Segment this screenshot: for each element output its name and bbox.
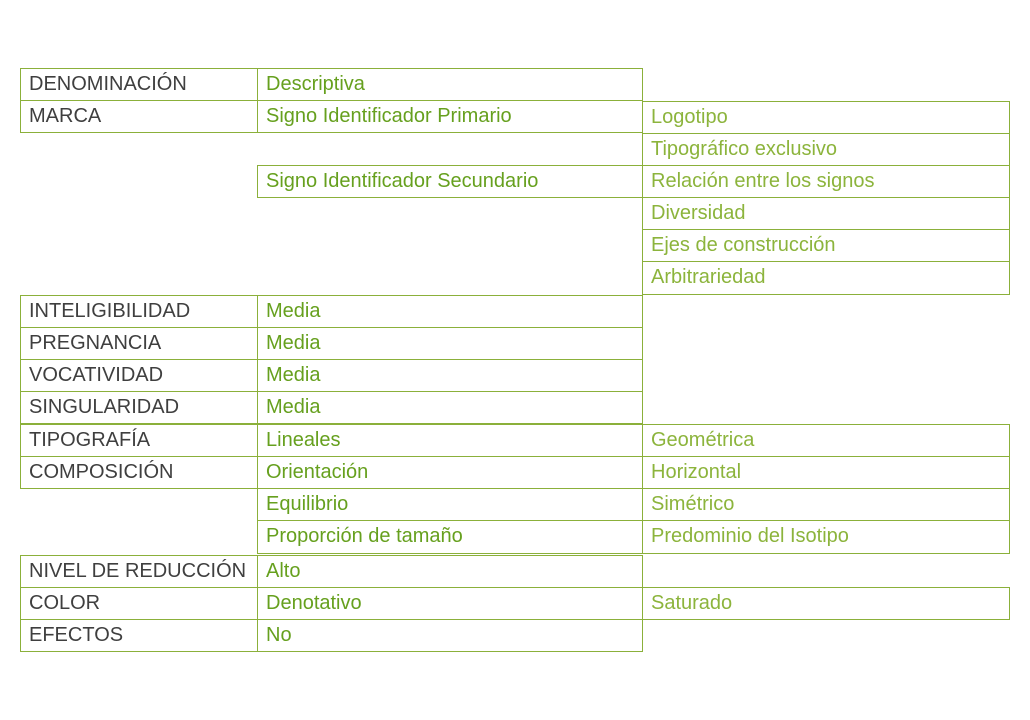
pregnancia-value: Media — [257, 327, 643, 360]
nivel-reduccion-value: Alto — [257, 555, 643, 588]
color-value: Denotativo — [257, 587, 643, 620]
marca-attr-diversidad: Diversidad — [642, 197, 1010, 230]
efectos-label: EFECTOS — [20, 619, 258, 652]
marca-attr-ejes: Ejes de construcción — [642, 229, 1010, 262]
singularidad-value: Media — [257, 391, 643, 424]
denominacion-value: Descriptiva — [257, 68, 643, 101]
marca-attr-relacion: Relación entre los signos — [642, 165, 1010, 198]
nivel-reduccion-label: NIVEL DE REDUCCIÓN — [20, 555, 258, 588]
tipografia-detail: Geométrica — [642, 424, 1010, 457]
composicion-label: COMPOSICIÓN — [20, 456, 258, 489]
vocatividad-label: VOCATIVIDAD — [20, 359, 258, 392]
marca-attr-tipografico: Tipográfico exclusivo — [642, 133, 1010, 166]
composicion-proporcion: Proporción de tamaño — [257, 520, 643, 554]
tipografia-label: TIPOGRAFÍA — [20, 424, 258, 457]
inteligibilidad-value: Media — [257, 295, 643, 328]
inteligibilidad-label: INTELIGIBILIDAD — [20, 295, 258, 328]
composicion-equilibrio: Equilibrio — [257, 488, 643, 521]
composicion-orientacion-value: Horizontal — [642, 456, 1010, 489]
color-detail: Saturado — [642, 587, 1010, 620]
marca-attr-arbitrariedad: Arbitrariedad — [642, 261, 1010, 295]
composicion-proporcion-value: Predominio del Isotipo — [642, 520, 1010, 554]
singularidad-label: SINGULARIDAD — [20, 391, 258, 424]
vocatividad-value: Media — [257, 359, 643, 392]
composicion-equilibrio-value: Simétrico — [642, 488, 1010, 521]
pregnancia-label: PREGNANCIA — [20, 327, 258, 360]
marca-primario: Signo Identificador Primario — [257, 100, 643, 133]
marca-attr-logotipo: Logotipo — [642, 101, 1010, 134]
color-label: COLOR — [20, 587, 258, 620]
marca-secundario: Signo Identificador Secundario — [257, 165, 643, 198]
marca-label: MARCA — [20, 100, 258, 133]
denominacion-label: DENOMINACIÓN — [20, 68, 258, 101]
efectos-value: No — [257, 619, 643, 652]
tipografia-value: Lineales — [257, 424, 643, 457]
composicion-orientacion: Orientación — [257, 456, 643, 489]
